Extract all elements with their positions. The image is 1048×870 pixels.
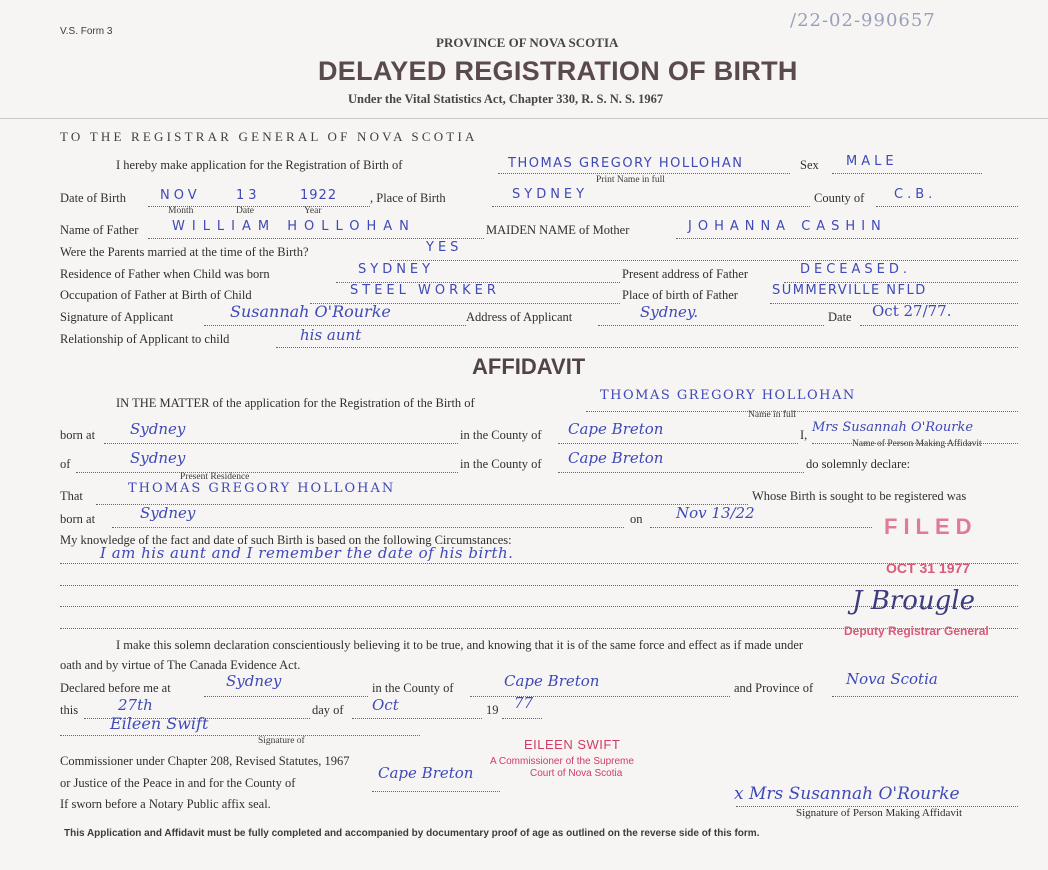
signature-label: Signature of Applicant xyxy=(60,310,174,324)
circumstance-value: I am his aunt and I remember the date of his birth. xyxy=(100,544,514,562)
dob-year: 1922 xyxy=(300,188,338,203)
application-intro: I hereby make application for the Registration of Birth of xyxy=(116,158,403,172)
month-value: Oct xyxy=(372,696,399,714)
that-value: THOMAS GREGORY HOLLOHAN xyxy=(128,481,396,496)
commissioner-line-1: Commissioner under Chapter 208, Revised Statutes, 1967 xyxy=(60,754,350,768)
county-value-3: Cape Breton xyxy=(504,672,600,690)
present-address-label: Present address of Father xyxy=(622,267,749,281)
born-at-label-2: born at xyxy=(60,512,96,526)
print-name-note: Print Name in full xyxy=(596,175,665,185)
year-label: Year xyxy=(304,206,322,216)
relationship-label: Relationship of Applicant to child xyxy=(60,332,230,346)
name-in-full-note: Name in full xyxy=(748,410,797,420)
province-value: Nova Scotia xyxy=(846,670,938,688)
affidavit-heading: AFFIDAVIT xyxy=(472,354,586,379)
married-value: YES xyxy=(426,240,463,255)
solemn-line-1: I make this solemn declaration conscientiously believing it to be true, and knowing that it is of the same force and effect as if made under xyxy=(116,638,804,652)
form-number: V.S. Form 3 xyxy=(60,26,113,37)
applicant-address-label: Address of Applicant xyxy=(466,310,573,324)
county-label-2: in the County of xyxy=(460,457,542,471)
commissioner-line-2: or Justice of the Peace in and for the County of xyxy=(60,776,296,790)
commissioner-signature: Eileen Swift xyxy=(110,714,209,733)
mother-label: MAIDEN NAME of Mother xyxy=(486,223,630,237)
form-title: DELAYED REGISTRATION OF BIRTH xyxy=(318,56,798,86)
residence-label: Residence of Father when Child was born xyxy=(60,267,270,281)
father-birthplace-label: Place of birth of Father xyxy=(622,288,738,302)
commissioner-stamp-name: EILEEN SWIFT xyxy=(524,737,621,752)
signature-of-label: Signature of xyxy=(258,736,305,746)
matter-name-value: THOMAS GREGORY HOLLOHAN xyxy=(600,388,856,403)
mother-value: JOHANNA CASHIN xyxy=(688,219,887,234)
application-date-label: Date xyxy=(828,310,852,324)
place-value: SYDNEY xyxy=(512,187,589,202)
dob-label: Date of Birth xyxy=(60,191,126,205)
applicant-address-value: Sydney. xyxy=(640,303,699,321)
to-registrar: TO THE REGISTRAR GENERAL OF NOVA SCOTIA xyxy=(60,129,478,144)
present-residence-note: Present Residence xyxy=(180,472,250,482)
county-label-1: in the County of xyxy=(460,428,542,442)
county-label-3: in the County of xyxy=(372,681,454,695)
province-heading: PROVINCE OF NOVA SCOTIA xyxy=(436,35,619,50)
father-birthplace-value: SUMMERVILLE NFLD xyxy=(772,283,927,298)
commissioner-stamp-line-1: A Commissioner of the Supreme xyxy=(490,756,634,767)
of-label: of xyxy=(60,457,71,471)
present-address-value: DECEASED. xyxy=(800,262,912,277)
serial-number: /22-02-990657 xyxy=(790,10,936,31)
year-prefix: 19 xyxy=(486,703,499,717)
matter-label: IN THE MATTER of the application for the Registration of the Birth of xyxy=(116,396,475,410)
county-label: County of xyxy=(814,191,865,205)
filed-date-stamp: OCT 31 1977 xyxy=(886,560,971,576)
on-label: on xyxy=(630,512,643,526)
born-at-value-2: Sydney xyxy=(140,504,196,522)
declared-label: Declared before me at xyxy=(60,681,171,695)
residence-value: SYDNEY xyxy=(358,262,435,277)
county-value: C.B. xyxy=(894,187,937,202)
occupation-value: STEEL WORKER xyxy=(350,283,500,298)
person-name-value: Mrs Susannah O'Rourke xyxy=(812,420,974,435)
filed-stamp: FILED xyxy=(884,514,978,539)
of-value: Sydney xyxy=(130,449,186,467)
county-value-1: Cape Breton xyxy=(568,420,664,438)
deputy-signature: J Brougle xyxy=(852,586,975,616)
day-value: 27th xyxy=(118,696,153,714)
form-subtitle: Under the Vital Statistics Act, Chapter 330, R. S. N. S. 1967 xyxy=(348,92,664,106)
married-label: Were the Parents married at the time of the Birth? xyxy=(60,245,309,259)
deponent-signature: x Mrs Susannah O'Rourke xyxy=(734,784,960,804)
occupation-label: Occupation of Father at Birth of Child xyxy=(60,288,252,302)
month-label: Month xyxy=(168,206,194,216)
born-at-value: Sydney xyxy=(130,420,186,438)
father-value: WILLIAM HOLLOHAN xyxy=(172,219,416,234)
deponent-label: Signature of Person Making Affidavit xyxy=(796,807,962,819)
person-note: Name of Person Making Affidavit xyxy=(852,439,982,449)
declare-text: do solemnly declare: xyxy=(806,457,911,471)
whose-birth-text: Whose Birth is sought to be registered was xyxy=(752,489,967,503)
sex-label: Sex xyxy=(800,158,819,172)
born-at-label: born at xyxy=(60,428,96,442)
date-label: Date xyxy=(236,206,254,216)
father-label: Name of Father xyxy=(60,223,139,237)
declared-at-value: Sydney xyxy=(226,672,282,690)
deputy-registrar-stamp: Deputy Registrar General xyxy=(844,624,989,638)
place-label: , Place of Birth xyxy=(370,191,446,205)
solemn-line-2: oath and by virtue of The Canada Evidence Act. xyxy=(60,658,301,672)
footer-note: This Application and Affidavit must be fully completed and accompanied by documentary proof of age as outlined on the reverse side of this form. xyxy=(64,828,760,839)
knowledge-text: My knowledge of the fact and date of such Birth is based on the following Circumstances: xyxy=(60,533,512,547)
application-date-value: Oct 27/77. xyxy=(872,302,952,320)
sex-value: MALE xyxy=(846,154,898,169)
child-name-value: THOMAS GREGORY HOLLOHAN xyxy=(508,156,744,171)
province-label: and Province of xyxy=(734,681,814,695)
county-value-2: Cape Breton xyxy=(568,449,664,467)
commissioner-county-value: Cape Breton xyxy=(378,764,474,782)
notary-note: If sworn before a Notary Public affix seal. xyxy=(60,797,271,811)
day-label: day of xyxy=(312,703,344,717)
applicant-signature: Susannah O'Rourke xyxy=(230,302,391,321)
header-rule xyxy=(0,118,1048,119)
year-value: 77 xyxy=(514,694,534,712)
dob-month: NOV xyxy=(160,188,201,203)
that-label: That xyxy=(60,489,83,503)
relationship-value: his aunt xyxy=(300,326,362,344)
i-label: I, xyxy=(800,428,808,442)
this-label: this xyxy=(60,703,79,717)
dob-date: 13 xyxy=(236,188,261,203)
commissioner-stamp-line-2: Court of Nova Scotia xyxy=(530,768,623,779)
on-value: Nov 13/22 xyxy=(676,504,755,522)
